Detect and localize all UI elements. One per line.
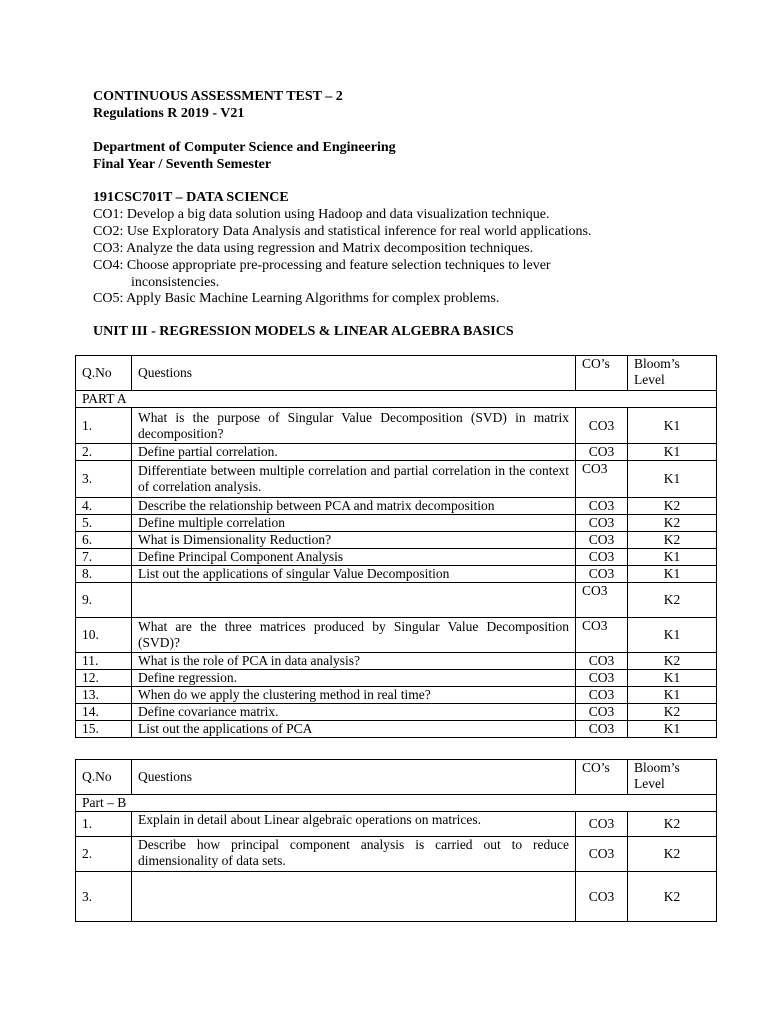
part-a-label: PART A	[76, 391, 717, 408]
question-cell: What is Dimensionality Reduction?	[132, 532, 576, 549]
regulations: Regulations R 2019 - V21	[93, 106, 245, 121]
cos-header: CO’s	[576, 760, 628, 795]
question-cell: List out the applications of singular Value Decomposition	[132, 566, 576, 583]
bloom-cell: K2	[628, 532, 717, 549]
table-row	[76, 566, 717, 583]
question-cell: What is the role of PCA in data analysis?	[132, 653, 576, 670]
outcome-co3: CO3: Analyze the data using regression and Matrix decomposition techniques.	[93, 241, 534, 256]
qno-cell: 10.	[76, 618, 132, 653]
bloom-cell: K1	[628, 461, 717, 498]
question-cell: Describe the relationship between PCA and matrix decomposition	[132, 498, 576, 515]
co-cell: CO3	[576, 532, 628, 549]
table-row	[76, 549, 717, 566]
co-cell: CO3	[576, 653, 628, 670]
question-cell: What are the three matrices produced by Singular Value Decomposition (SVD)?	[132, 618, 576, 653]
outcome-co5: CO5: Apply Basic Machine Learning Algorithms for complex problems.	[93, 291, 500, 306]
co-cell: CO3	[576, 687, 628, 704]
table-row	[76, 721, 717, 738]
table-row	[76, 532, 717, 549]
bloom-cell: K2	[628, 583, 717, 618]
table-row	[76, 837, 717, 872]
table-row	[76, 687, 717, 704]
qno-cell: 5.	[76, 515, 132, 532]
table-row	[76, 461, 717, 498]
question-cell	[132, 583, 576, 618]
question-cell: Explain in detail about Linear algebraic operations on matrices.	[132, 812, 576, 837]
outcome-co4: CO4: Choose appropriate pre-processing and feature selection techniques to lever	[93, 258, 551, 273]
bloom-cell: K2	[628, 872, 717, 922]
table-row	[76, 618, 717, 653]
co-cell: CO3	[576, 704, 628, 721]
qno-cell: 7.	[76, 549, 132, 566]
question-cell: Define regression.	[132, 670, 576, 687]
qno-cell: 11.	[76, 653, 132, 670]
table-row	[76, 498, 717, 515]
bloom-cell: K1	[628, 408, 717, 444]
co-cell: CO3	[576, 812, 628, 837]
part-b-label: Part – B	[76, 795, 717, 812]
question-cell: Define covariance matrix.	[132, 704, 576, 721]
qno-cell: 1.	[76, 408, 132, 444]
co-cell: CO3	[576, 721, 628, 738]
qno-cell: 9.	[76, 583, 132, 618]
co-cell: CO3	[576, 566, 628, 583]
question-cell: Define Principal Component Analysis	[132, 549, 576, 566]
qno-cell: 2.	[76, 837, 132, 872]
qno-cell: 8.	[76, 566, 132, 583]
co-cell: CO3	[576, 670, 628, 687]
qno-header: Q.No	[76, 760, 132, 795]
table-row	[76, 872, 717, 922]
question-cell: Differentiate between multiple correlation and partial correlation in the context of correlation analysis.	[132, 461, 576, 498]
table-header-row	[76, 356, 717, 391]
bloom-cell: K2	[628, 812, 717, 837]
bloom-cell: K1	[628, 618, 717, 653]
co-cell: CO3	[576, 515, 628, 532]
table-row	[76, 670, 717, 687]
bloom-cell: K1	[628, 549, 717, 566]
bloom-cell: K1	[628, 566, 717, 583]
qno-cell: 15.	[76, 721, 132, 738]
unit-title: UNIT III - REGRESSION MODELS & LINEAR ALGEBRA BASICS	[93, 324, 514, 339]
qno-cell: 1.	[76, 812, 132, 837]
question-cell: Describe how principal component analysis is carried out to reduce dimensionality of data sets.	[132, 837, 576, 872]
questions-header: Questions	[132, 356, 576, 391]
bloom-cell: K1	[628, 670, 717, 687]
question-cell: Define multiple correlation	[132, 515, 576, 532]
question-cell	[132, 872, 576, 922]
co-cell: CO3	[576, 583, 628, 618]
part-b-table	[75, 759, 717, 922]
table-row	[76, 583, 717, 618]
table-row	[76, 653, 717, 670]
table-row	[76, 704, 717, 721]
table-row	[76, 515, 717, 532]
bloom-cell: K1	[628, 687, 717, 704]
co-cell: CO3	[576, 618, 628, 653]
qno-cell: 6.	[76, 532, 132, 549]
table-row	[76, 444, 717, 461]
bloom-header: Bloom’s Level	[628, 356, 717, 391]
bloom-cell: K1	[628, 444, 717, 461]
co-cell: CO3	[576, 498, 628, 515]
qno-cell: 12.	[76, 670, 132, 687]
outcome-co1: CO1: Develop a big data solution using Hadoop and data visualization technique.	[93, 207, 550, 222]
question-cell: List out the applications of PCA	[132, 721, 576, 738]
co-cell: CO3	[576, 837, 628, 872]
co-cell: CO3	[576, 549, 628, 566]
outcome-co2: CO2: Use Exploratory Data Analysis and statistical inference for real world applications.	[93, 224, 592, 239]
bloom-cell: K2	[628, 837, 717, 872]
cos-header: CO’s	[576, 356, 628, 391]
co-cell: CO3	[576, 408, 628, 444]
question-cell: When do we apply the clustering method in real time?	[132, 687, 576, 704]
bloom-cell: K2	[628, 515, 717, 532]
part-a-table	[75, 355, 717, 738]
question-cell: Define partial correlation.	[132, 444, 576, 461]
co-cell: CO3	[576, 872, 628, 922]
qno-cell: 3.	[76, 872, 132, 922]
questions-header: Questions	[132, 760, 576, 795]
bloom-cell: K2	[628, 704, 717, 721]
table-header-row	[76, 760, 717, 795]
year-semester: Final Year / Seventh Semester	[93, 157, 272, 172]
qno-cell: 14.	[76, 704, 132, 721]
qno-cell: 2.	[76, 444, 132, 461]
co-cell: CO3	[576, 461, 628, 498]
qno-header: Q.No	[76, 356, 132, 391]
bloom-cell: K2	[628, 498, 717, 515]
test-title: CONTINUOUS ASSESSMENT TEST – 2	[93, 89, 343, 104]
table-row	[76, 408, 717, 444]
question-cell: What is the purpose of Singular Value Decomposition (SVD) in matrix decomposition?	[132, 408, 576, 444]
course-title: 191CSC701T – DATA SCIENCE	[93, 190, 289, 205]
table-row	[76, 812, 717, 837]
outcome-co4-cont: inconsistencies.	[131, 275, 220, 290]
qno-cell: 13.	[76, 687, 132, 704]
qno-cell: 4.	[76, 498, 132, 515]
bloom-cell: K2	[628, 653, 717, 670]
department: Department of Computer Science and Engineering	[93, 140, 396, 155]
qno-cell: 3.	[76, 461, 132, 498]
co-cell: CO3	[576, 444, 628, 461]
bloom-cell: K1	[628, 721, 717, 738]
bloom-header: Bloom’s Level	[628, 760, 717, 795]
